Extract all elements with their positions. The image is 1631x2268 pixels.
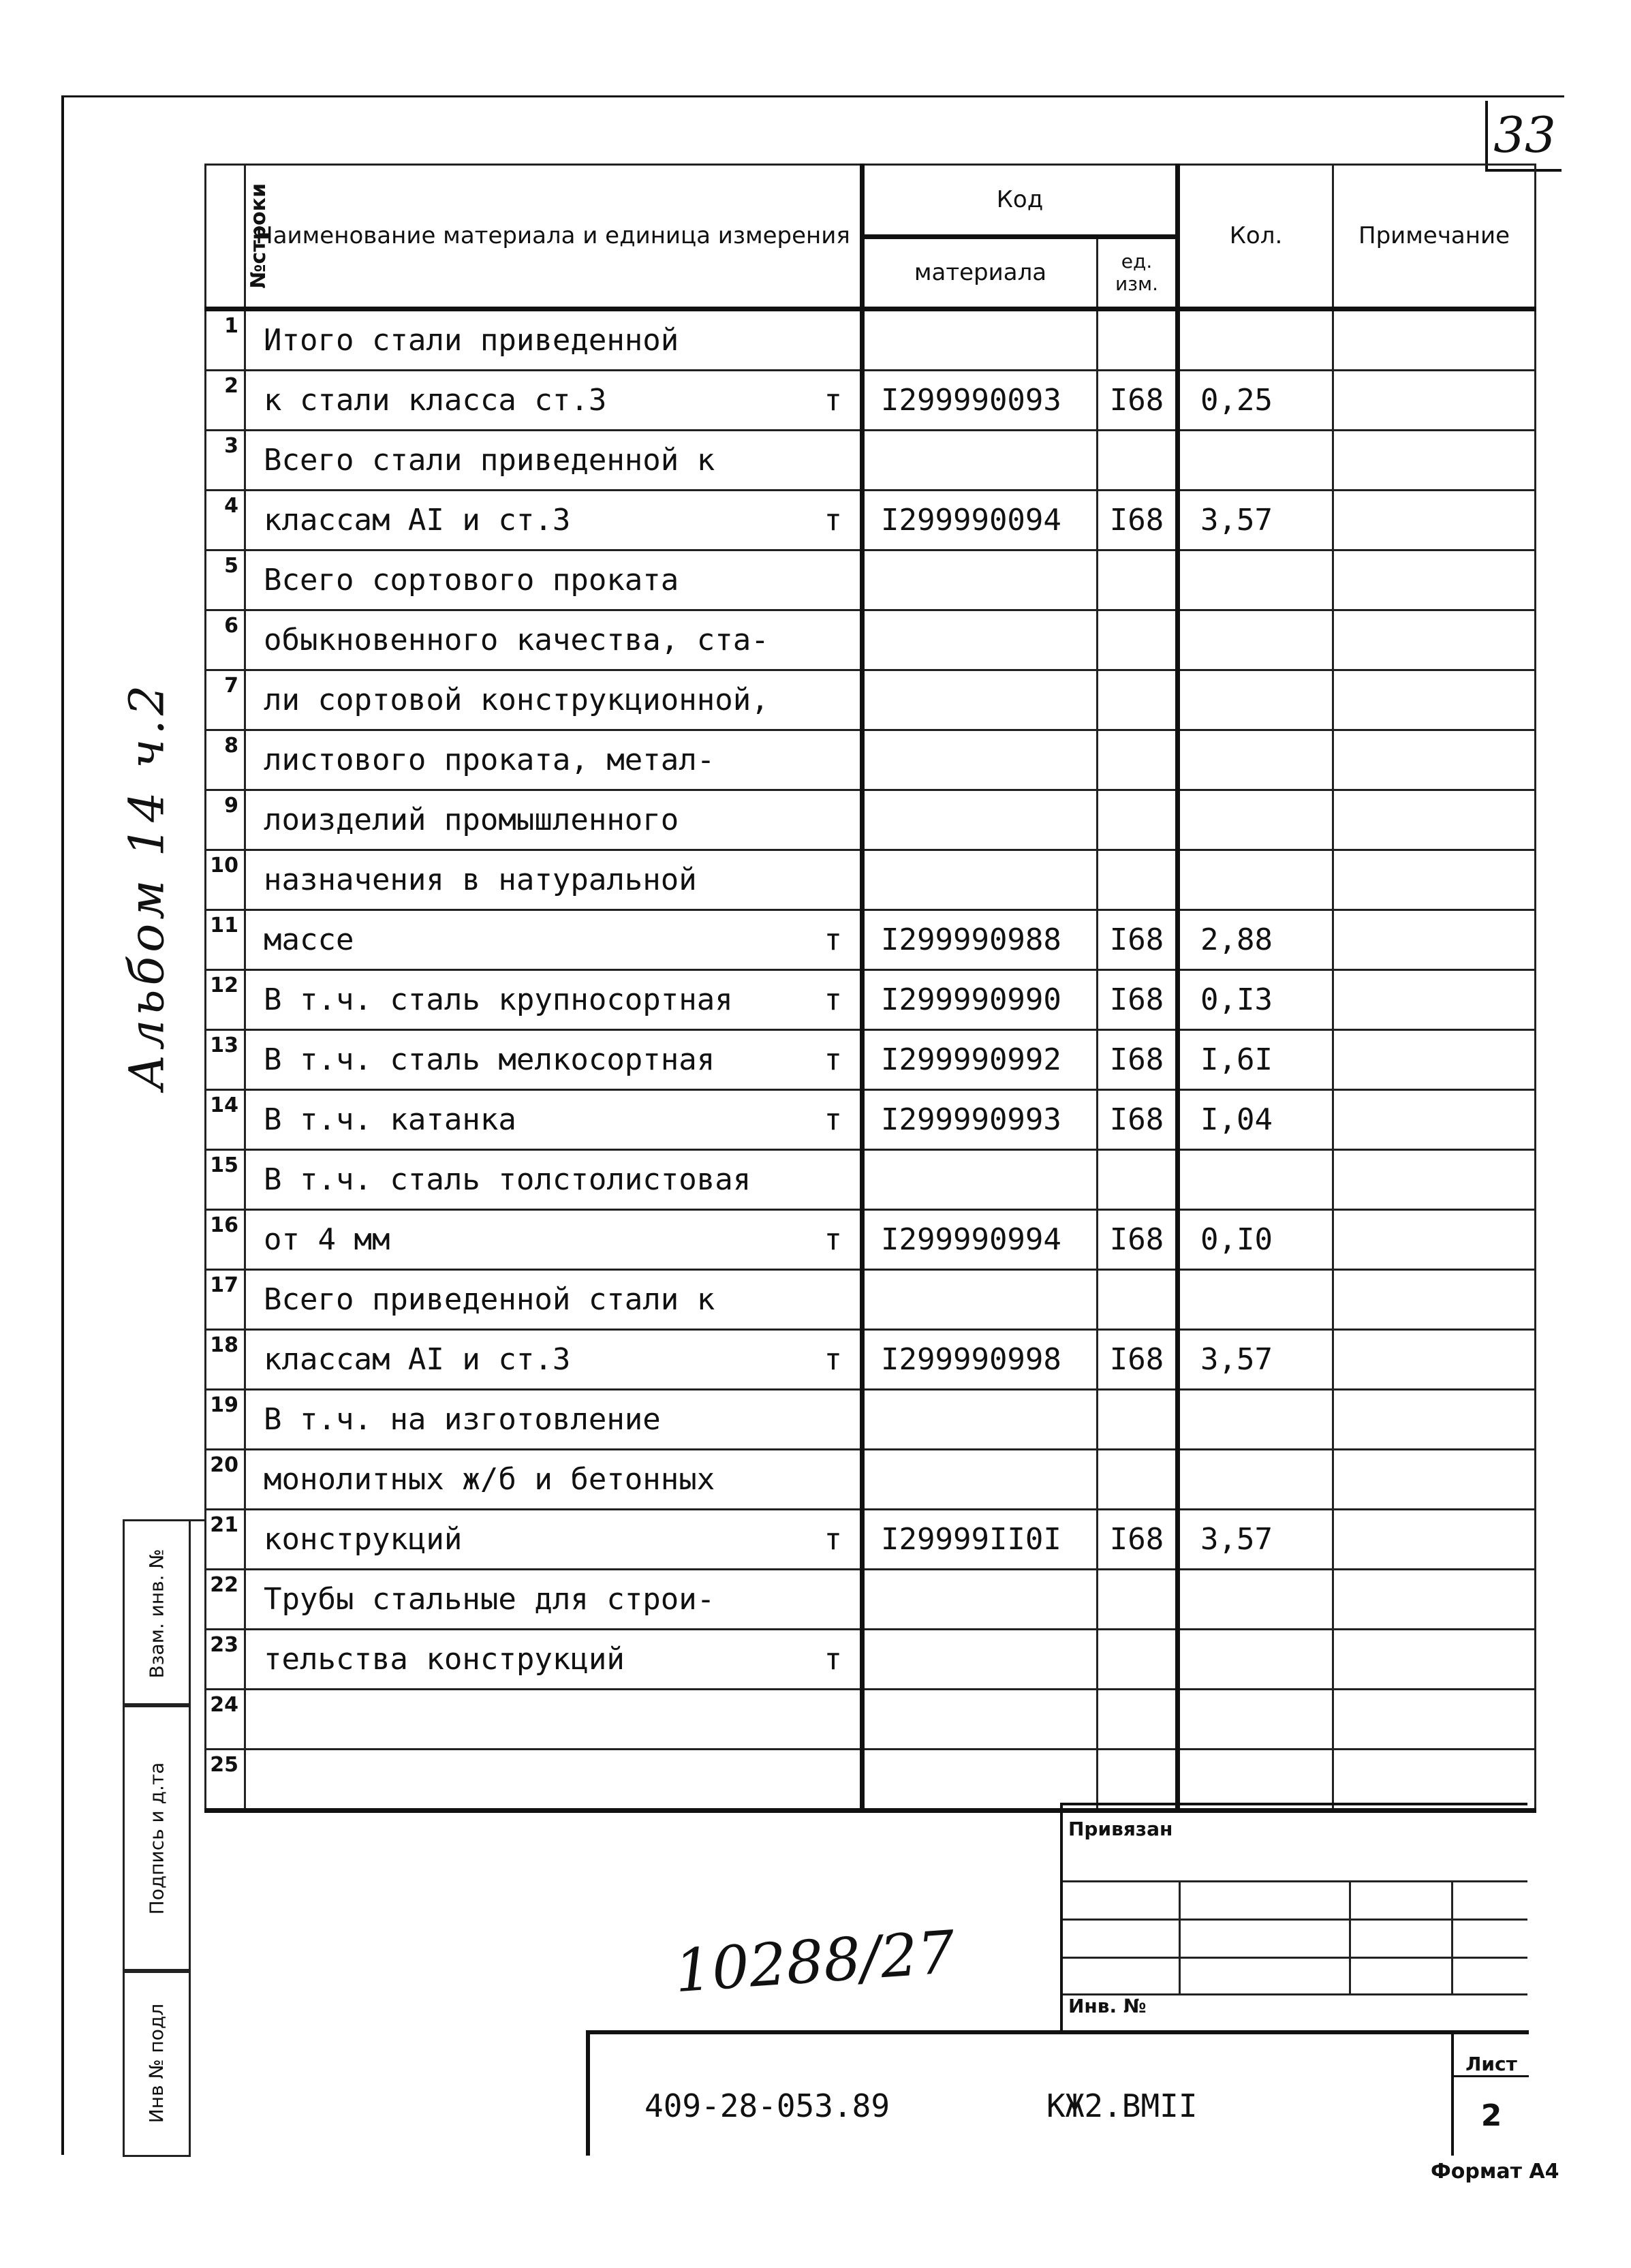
document-code: КЖ2.ВМII	[1046, 2087, 1198, 2124]
table-row	[206, 1210, 1536, 1270]
stamp-vzam-text: Взам. инв. №	[145, 1548, 168, 1679]
row-number: 18	[206, 1330, 245, 1390]
material-name-text: листового проката, метал-	[264, 743, 715, 777]
table-row	[206, 1330, 1536, 1390]
unit-text: т	[824, 383, 842, 418]
material-name-text: Всего сортового проката	[264, 563, 679, 597]
quantity	[1178, 1750, 1333, 1811]
note	[1333, 1090, 1536, 1150]
row-number: 21	[206, 1510, 245, 1570]
privyazan-label: Привязан	[1068, 1818, 1173, 1840]
unit-code	[1098, 550, 1178, 610]
material-code	[863, 1570, 1098, 1630]
note	[1333, 1150, 1536, 1210]
material-name-text: В т.ч. сталь мелкосортная	[264, 1042, 715, 1077]
material-code: I299990994	[863, 1210, 1098, 1270]
note	[1333, 1630, 1536, 1690]
material-name-text: монолитных ж/б и бетонных	[264, 1462, 715, 1497]
material-code: I299990990	[863, 970, 1098, 1030]
row-number: 4	[206, 491, 245, 550]
row-number: 6	[206, 610, 245, 670]
unit-text: т	[824, 1102, 842, 1137]
note	[1333, 491, 1536, 550]
privyazan-vline	[1349, 1880, 1351, 1993]
table-row	[206, 1390, 1536, 1450]
material-name-text: В т.ч. сталь крупносортная	[264, 982, 733, 1017]
stamp-inv-podl	[123, 1969, 191, 2157]
material-name	[245, 790, 863, 850]
quantity: 3,57	[1178, 1330, 1333, 1390]
row-number: 10	[206, 850, 245, 910]
material-name-text: тельства конструкций	[264, 1642, 625, 1677]
material-name	[245, 1030, 863, 1090]
unit-code	[1098, 431, 1178, 491]
table-row	[206, 1570, 1536, 1630]
note	[1333, 1450, 1536, 1510]
album-label-text: Альбом 14 ч.2	[119, 681, 175, 1091]
material-name	[245, 431, 863, 491]
table-row	[206, 1630, 1536, 1690]
unit-text: т	[824, 1222, 842, 1257]
quantity	[1178, 1690, 1333, 1750]
header-note: Примечание	[1333, 165, 1536, 309]
quantity	[1178, 670, 1333, 730]
note	[1333, 1030, 1536, 1090]
unit-text: т	[824, 1522, 842, 1557]
material-name-text: назначения в натуральной	[264, 863, 697, 897]
material-code	[863, 730, 1098, 790]
material-name	[245, 1210, 863, 1270]
unit-code	[1098, 1750, 1178, 1811]
material-name	[245, 670, 863, 730]
material-name-text: классам AI и ст.3	[264, 503, 571, 538]
material-name	[245, 1270, 863, 1330]
table-row	[206, 670, 1536, 730]
material-name	[245, 1630, 863, 1690]
sheet-value: 2	[1451, 2075, 1529, 2156]
table-row	[206, 910, 1536, 970]
table-row	[206, 790, 1536, 850]
material-name	[245, 371, 863, 431]
material-code	[863, 1630, 1098, 1690]
header-qty: Кол.	[1178, 165, 1333, 309]
material-name-text: В т.ч. сталь толстолистовая	[264, 1162, 751, 1197]
material-name	[245, 850, 863, 910]
material-name-text: Итого стали приведенной	[264, 323, 679, 358]
quantity: I,04	[1178, 1090, 1333, 1150]
header-row-no	[206, 165, 271, 309]
table-row	[206, 610, 1536, 670]
quantity	[1178, 1630, 1333, 1690]
material-name	[245, 1690, 863, 1750]
quantity: 3,57	[1178, 1510, 1333, 1570]
quantity: 2,88	[1178, 910, 1333, 970]
table-row	[206, 371, 1536, 431]
unit-code: I68	[1098, 1510, 1178, 1570]
unit-code: I68	[1098, 1090, 1178, 1150]
note	[1333, 309, 1536, 371]
unit-text: т	[824, 1342, 842, 1377]
quantity	[1178, 610, 1333, 670]
material-code: I299990998	[863, 1330, 1098, 1390]
material-name-text: классам AI и ст.3	[264, 1342, 571, 1377]
row-number: 11	[206, 910, 245, 970]
unit-code: I68	[1098, 371, 1178, 431]
row-number: 14	[206, 1090, 245, 1150]
note	[1333, 1390, 1536, 1450]
privyazan-vline	[1179, 1880, 1181, 1993]
table-row	[206, 1510, 1536, 1570]
header-code-material: материала	[863, 237, 1098, 309]
unit-code	[1098, 1150, 1178, 1210]
note	[1333, 670, 1536, 730]
quantity	[1178, 730, 1333, 790]
row-number: 17	[206, 1270, 245, 1330]
material-code	[863, 550, 1098, 610]
note	[1333, 550, 1536, 610]
material-name	[245, 1150, 863, 1210]
material-name-text: В т.ч. катанка	[264, 1102, 516, 1137]
material-name-text: обыкновенного качества, ста-	[264, 623, 769, 657]
note	[1333, 790, 1536, 850]
note	[1333, 1210, 1536, 1270]
unit-text: т	[824, 1642, 842, 1677]
table-body	[206, 309, 1536, 1811]
materials-table	[204, 164, 1536, 1813]
stamp-vzam	[123, 1519, 191, 1707]
table-row	[206, 1450, 1536, 1510]
material-code	[863, 431, 1098, 491]
material-name	[245, 1090, 863, 1150]
unit-code: I68	[1098, 1210, 1178, 1270]
row-number: 7	[206, 670, 245, 730]
privyazan-line	[1063, 1957, 1527, 1959]
note	[1333, 730, 1536, 790]
table-row	[206, 850, 1536, 910]
note	[1333, 970, 1536, 1030]
material-name-text: к стали класса ст.3	[264, 383, 607, 418]
material-code	[863, 670, 1098, 730]
material-name	[245, 1450, 863, 1510]
material-name-text: от 4 мм	[264, 1222, 390, 1257]
row-number: 2	[206, 371, 245, 431]
row-number: 1	[206, 309, 245, 371]
material-name	[245, 610, 863, 670]
privyazan-line	[1063, 1880, 1527, 1882]
unit-code	[1098, 1450, 1178, 1510]
table-row	[206, 309, 1536, 371]
material-code	[863, 1390, 1098, 1450]
unit-code	[1098, 1570, 1178, 1630]
material-name	[245, 910, 863, 970]
unit-code	[1098, 1690, 1178, 1750]
unit-code	[1098, 309, 1178, 371]
material-name-text: лоизделий промышленного	[264, 803, 679, 837]
row-number: 25	[206, 1750, 245, 1811]
table-row	[206, 1030, 1536, 1090]
material-code	[863, 850, 1098, 910]
row-number: 13	[206, 1030, 245, 1090]
unit-code: I68	[1098, 1330, 1178, 1390]
material-name-text: ли сортовой конструкционной,	[264, 683, 769, 717]
material-code: I299990988	[863, 910, 1098, 970]
unit-code	[1098, 1630, 1178, 1690]
quantity	[1178, 309, 1333, 371]
material-code: I299990094	[863, 491, 1098, 550]
material-name-text: Трубы стальные для строи-	[264, 1582, 715, 1617]
table-row	[206, 431, 1536, 491]
quantity	[1178, 1570, 1333, 1630]
table-row	[206, 1150, 1536, 1210]
note	[1333, 1270, 1536, 1330]
note	[1333, 850, 1536, 910]
table-row	[206, 550, 1536, 610]
table-row	[206, 1090, 1536, 1150]
material-name-text: массе	[264, 922, 354, 957]
unit-text: т	[824, 1042, 842, 1077]
note	[1333, 1510, 1536, 1570]
material-name	[245, 491, 863, 550]
stamp-podpis-text: Подпись и д.та	[145, 1762, 168, 1914]
note	[1333, 371, 1536, 431]
material-name-text: конструкций	[264, 1522, 463, 1557]
material-code	[863, 1690, 1098, 1750]
unit-text: т	[824, 982, 842, 1017]
privyazan-block	[1060, 1803, 1527, 2033]
material-name	[245, 1750, 863, 1811]
table-row	[206, 1690, 1536, 1750]
table-row	[206, 491, 1536, 550]
table-row	[206, 1750, 1536, 1811]
material-code: I29999II0I	[863, 1510, 1098, 1570]
handwritten-number: 10288/27	[672, 1918, 957, 2006]
sheet-number: 33	[1485, 101, 1562, 172]
row-number: 8	[206, 730, 245, 790]
row-number: 24	[206, 1690, 245, 1750]
title-block	[586, 2030, 1529, 2156]
unit-code	[1098, 1390, 1178, 1450]
unit-text: т	[824, 922, 842, 957]
header-row-no-text: №строки	[247, 183, 271, 289]
unit-code	[1098, 790, 1178, 850]
row-number: 5	[206, 550, 245, 610]
header-name: Наименование материала и единица измерения	[245, 165, 863, 309]
row-number: 3	[206, 431, 245, 491]
note	[1333, 1750, 1536, 1811]
material-code: I299990992	[863, 1030, 1098, 1090]
unit-code	[1098, 610, 1178, 670]
unit-text: т	[824, 503, 842, 538]
material-code	[863, 309, 1098, 371]
note	[1333, 1690, 1536, 1750]
table-row	[206, 1270, 1536, 1330]
row-number: 16	[206, 1210, 245, 1270]
material-name	[245, 309, 863, 371]
material-code	[863, 1750, 1098, 1811]
unit-code	[1098, 670, 1178, 730]
table-row	[206, 970, 1536, 1030]
album-label	[116, 681, 177, 1091]
material-code	[863, 1270, 1098, 1330]
unit-code	[1098, 850, 1178, 910]
quantity: 0,25	[1178, 371, 1333, 431]
material-code: I299990093	[863, 371, 1098, 431]
inv-no-label: Инв. №	[1068, 1995, 1147, 2017]
privyazan-vline	[1451, 1880, 1453, 1993]
quantity: 0,I0	[1178, 1210, 1333, 1270]
material-code: I299990993	[863, 1090, 1098, 1150]
quantity: 0,I3	[1178, 970, 1333, 1030]
stamp-inv-podl-text: Инв № подл	[145, 2003, 168, 2123]
unit-code	[1098, 730, 1178, 790]
material-code	[863, 1450, 1098, 1510]
row-number: 9	[206, 790, 245, 850]
quantity	[1178, 1390, 1333, 1450]
material-name	[245, 1330, 863, 1390]
material-name	[245, 550, 863, 610]
header-code-unit: ед. изм.	[1098, 237, 1178, 309]
sheet-label: Лист	[1451, 2034, 1529, 2077]
unit-code: I68	[1098, 910, 1178, 970]
unit-code	[1098, 1270, 1178, 1330]
material-name-text: В т.ч. на изготовление	[264, 1402, 661, 1437]
material-code	[863, 1150, 1098, 1210]
material-name-text: Всего стали приведенной к	[264, 443, 715, 478]
row-number: 22	[206, 1570, 245, 1630]
privyazan-line	[1063, 1919, 1527, 1921]
unit-code: I68	[1098, 491, 1178, 550]
quantity	[1178, 550, 1333, 610]
material-name-text: Всего приведенной стали к	[264, 1282, 715, 1317]
quantity	[1178, 850, 1333, 910]
row-number: 23	[206, 1630, 245, 1690]
note	[1333, 1330, 1536, 1390]
quantity	[1178, 1150, 1333, 1210]
row-number: 20	[206, 1450, 245, 1510]
table-row	[206, 730, 1536, 790]
quantity	[1178, 1450, 1333, 1510]
unit-code: I68	[1098, 1030, 1178, 1090]
row-number: 12	[206, 970, 245, 1030]
material-code	[863, 610, 1098, 670]
material-name	[245, 1570, 863, 1630]
row-number: 19	[206, 1390, 245, 1450]
note	[1333, 610, 1536, 670]
format-label: Формат А4	[1431, 2160, 1559, 2184]
material-name	[245, 730, 863, 790]
note	[1333, 910, 1536, 970]
header-code: Код	[863, 165, 1178, 237]
note	[1333, 431, 1536, 491]
quantity	[1178, 790, 1333, 850]
material-name	[245, 970, 863, 1030]
document-designation: 409-28-053.89	[644, 2087, 890, 2124]
note	[1333, 1570, 1536, 1630]
row-number: 15	[206, 1150, 245, 1210]
quantity	[1178, 1270, 1333, 1330]
quantity: 3,57	[1178, 491, 1333, 550]
stamp-podpis	[123, 1703, 191, 1973]
quantity	[1178, 431, 1333, 491]
unit-code: I68	[1098, 970, 1178, 1030]
material-name	[245, 1510, 863, 1570]
quantity: I,6I	[1178, 1030, 1333, 1090]
material-code	[863, 790, 1098, 850]
material-name	[245, 1390, 863, 1450]
